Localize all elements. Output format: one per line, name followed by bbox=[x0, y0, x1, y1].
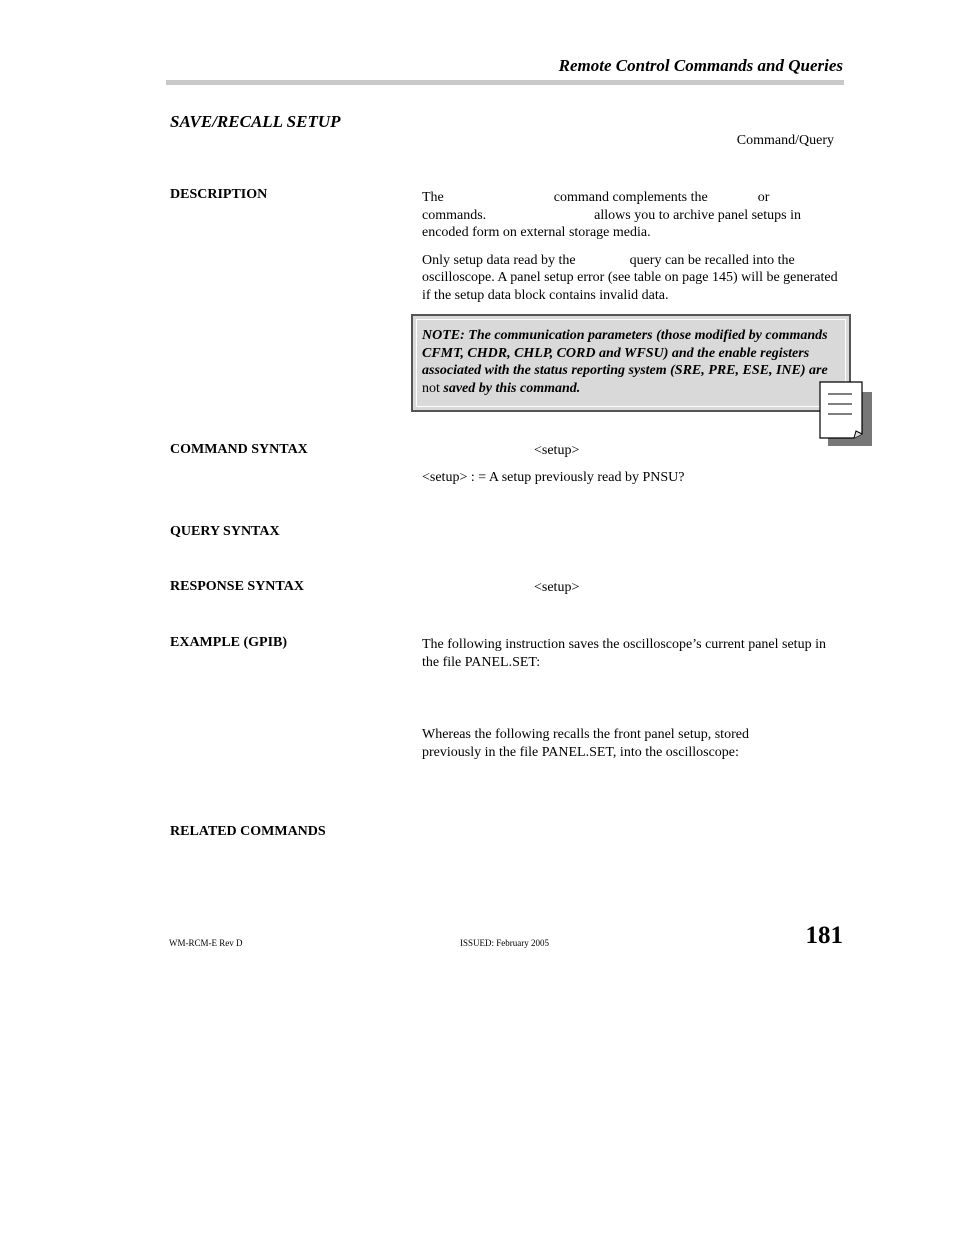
page-number: 181 bbox=[805, 922, 843, 949]
footer-issued: ISSUED: February 2005 bbox=[460, 938, 549, 948]
header-rule bbox=[166, 80, 844, 85]
note-text: NOTE: The communication parameters (those modified by commands CFMT, CHDR, CHLP, CORD and WFSU) and the enable registers associated with the status reporting system (SRE, PRE, ESE, INE) are not saved by this command. bbox=[422, 328, 828, 396]
section-title: SAVE/RECALL SETUP bbox=[170, 112, 341, 131]
command-syntax-definition: <setup> : = A setup previously read by PNSU? bbox=[422, 470, 685, 485]
description-block bbox=[422, 189, 844, 304]
command-syntax-arg: <setup> bbox=[534, 443, 580, 458]
description-paragraph-2: Only setup data read by the query can be recalled into the oscilloscope. A panel setup error (see table on page 145) will be generated if the setup data block contains invalid data. bbox=[422, 252, 838, 303]
example-paragraph-2: Whereas the following recalls the front panel setup, stored previously in the file PANEL.SET, into the oscilloscope: bbox=[422, 727, 749, 760]
label-related-commands: RELATED COMMANDS bbox=[170, 824, 326, 839]
label-example: EXAMPLE (GPIB) bbox=[170, 635, 288, 650]
example-paragraph-1: The following instruction saves the oscilloscope’s current panel setup in the file PANEL.SET: bbox=[422, 637, 826, 670]
footer-doc-id: WM-RCM-E Rev D bbox=[169, 938, 243, 948]
command-type: Command/Query bbox=[736, 133, 834, 148]
note-box bbox=[411, 314, 851, 412]
label-response-syntax: RESPONSE SYNTAX bbox=[170, 579, 304, 594]
running-header: Remote Control Commands and Queries bbox=[558, 56, 843, 75]
label-command-syntax: COMMAND SYNTAX bbox=[170, 442, 308, 457]
label-description: DESCRIPTION bbox=[170, 187, 268, 202]
description-paragraph-1: The command complements the orcommands. allows you to archive panel setups in encoded form on external storage media. bbox=[422, 190, 801, 240]
note-document-icon bbox=[818, 380, 874, 448]
label-query-syntax: QUERY SYNTAX bbox=[170, 524, 280, 539]
response-syntax-arg: <setup> bbox=[534, 580, 580, 595]
